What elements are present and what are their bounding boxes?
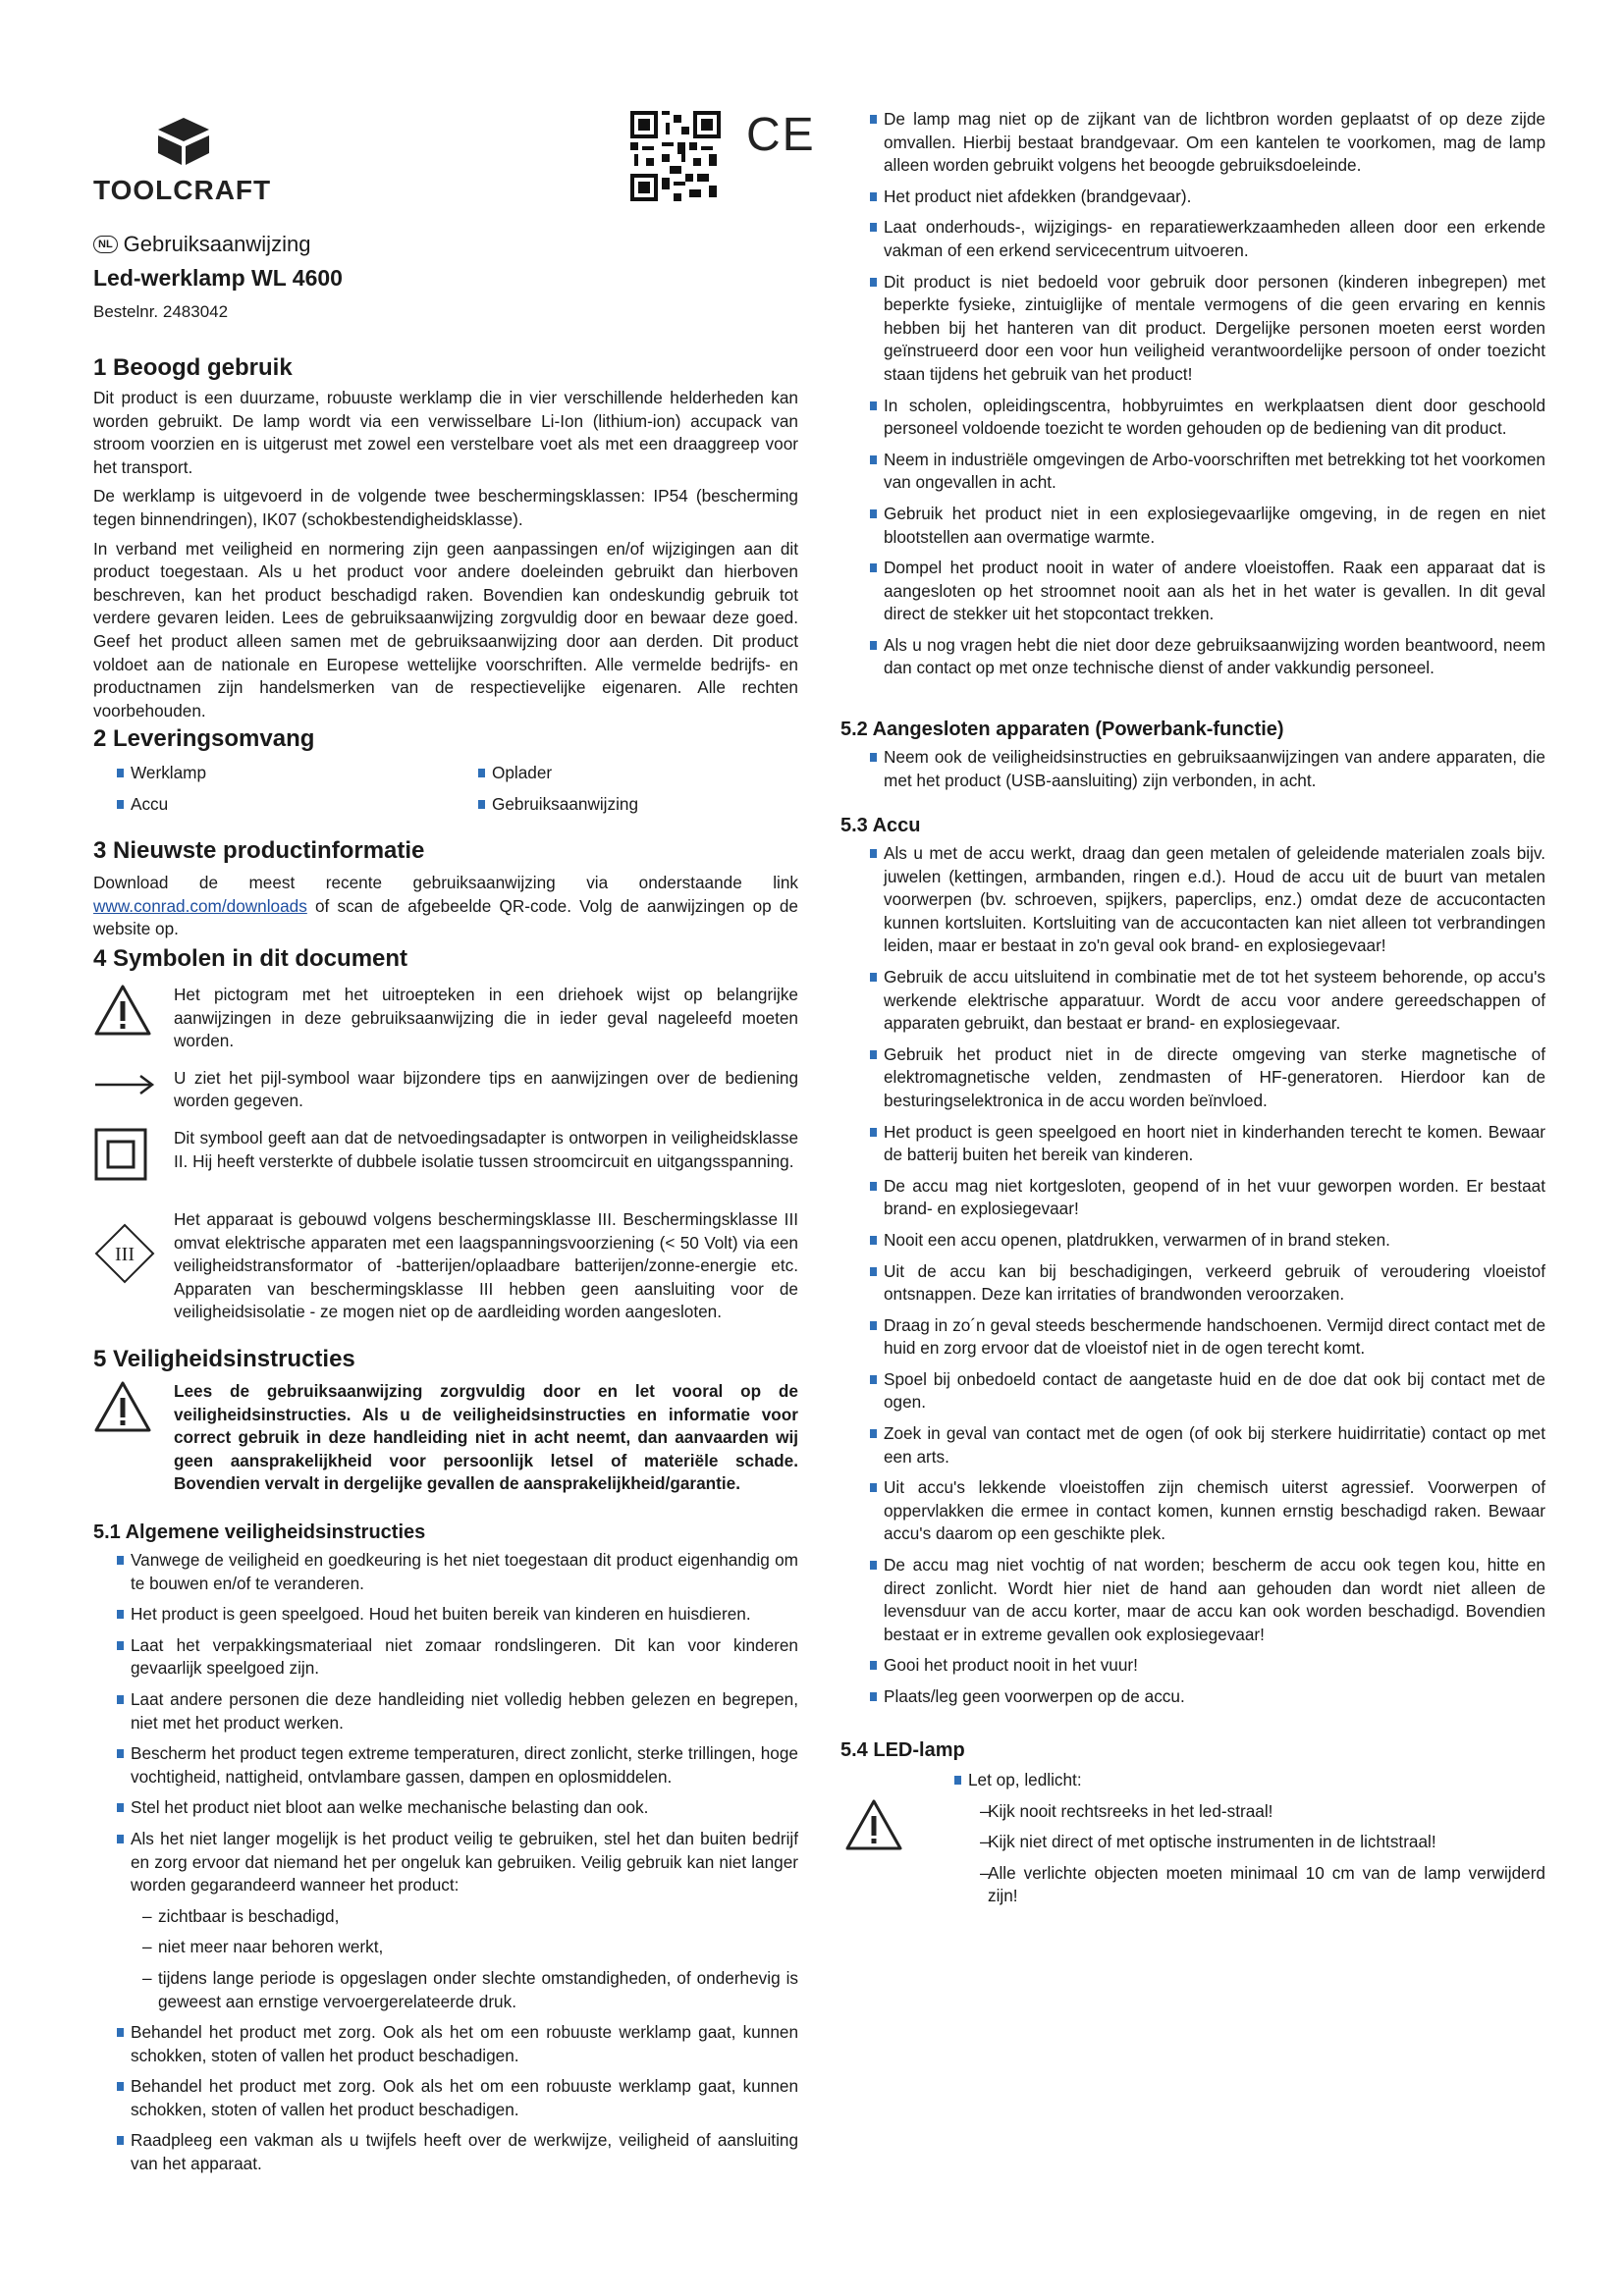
list-item: In scholen, opleidingscentra, hobbyruimtes en werkplaatsen dient door geschoold personeel voldoende toezicht te worden gehouden op de bediening van dit product. bbox=[870, 395, 1545, 441]
doc-type-line bbox=[93, 232, 310, 257]
section-4-title: 4 Symbolen in dit document bbox=[93, 945, 408, 972]
toolcraft-logo-icon bbox=[154, 116, 213, 167]
section-5-1-list bbox=[117, 1549, 798, 2176]
section-1-para-3: In verband met veiligheid en normering zijn geen aanpassingen en/of wijzigingen aan dit product toegestaan. Als u het product voor andere doeleinden gebruikt dan hierboven beschreven, kan het product beschadigd raken. Bovendien kan ondeskundig gebruik tot verdere gevaren leiden. Lees de gebruiksaanwijzing zorgvuldig door en bewaar deze goed. Geef het product alleen samen met de gebruiksaanwijzing door aan derden. Dit product voldoet aan de nationale en Europese wettelijke voorschriften. Alle vermelde bedrijfs- en productnamen zijn handelsmerken van de respectievelijke eigenaren. Alle rechten voorbehouden. bbox=[93, 538, 798, 721]
section-5-2-title: 5.2 Aangesloten apparaten (Powerbank-functie) bbox=[840, 719, 1284, 740]
list-item: Bescherm het product tegen extreme temperaturen, direct zonlicht, sterke trillingen, hoge vochtigheid, nattigheid, ontvlambare gassen, dampen en oplosmiddelen. bbox=[117, 1742, 798, 1789]
section-1-para-1: Dit product is een duurzame, robuuste werklamp die in vier verschillende helderheden kan worden gebruikt. De lamp wordt via een verwisselbare Li-Ion (lithium-ion) accupack van stroom voorzien en is uitgerust met zowel een verstelbare voet als met een draaggreep voor het transport. bbox=[93, 388, 798, 477]
list-item: Zoek in geval van contact met de ogen (of ook bij sterkere huidirritatie) contact op met een arts. bbox=[870, 1422, 1545, 1468]
list-item: Laat andere personen die deze handleiding niet volledig hebben gelezen en begrepen, niet met het product werken. bbox=[117, 1688, 798, 1735]
section-5-2 bbox=[840, 717, 1545, 792]
section-5-1 bbox=[93, 1520, 798, 2176]
delivery-item: Werklamp bbox=[117, 762, 206, 785]
list-item: Dompel het product nooit in water of andere vloeistoffen. Raak een apparaat dat is aangesloten op het stroomnet nooit aan als het in het water is gevallen. In dit geval direct de stekker uit het stopcontact trekken. bbox=[870, 557, 1545, 626]
protection-class-3-icon bbox=[93, 1222, 156, 1285]
list-item: Let op, ledlicht: bbox=[954, 1769, 1545, 1792]
sub-list-item: – tijdens lange periode is opgeslagen onder slechte omstandigheden, of onderhevig is geweest aan ernstige vervoergerelateerde druk. bbox=[117, 1967, 798, 2013]
warning-icon bbox=[93, 984, 152, 1037]
section-3-text-after: of scan de afgebeelde QR-code. Volg de aanwijzingen op de website op. bbox=[93, 895, 798, 939]
sub-list-item: – Kijk niet direct of met optische instrumenten in de lichtstraal! bbox=[954, 1831, 1545, 1854]
section-5-3-list bbox=[870, 842, 1545, 1709]
section-1-para-2: De werklamp is uitgevoerd in de volgende twee beschermingsklassen: IP54 (bescherming tegen binnendringen), IK07 (schokbestendigheidsklasse). bbox=[93, 486, 798, 529]
section-5-4 bbox=[840, 1737, 1545, 1908]
section-3-title: 3 Nieuwste productinformatie bbox=[93, 837, 425, 864]
delivery-item: Gebruiksaanwijzing bbox=[478, 793, 638, 817]
symbol-class3-row bbox=[93, 1208, 798, 1324]
list-item: Dit product is niet bedoeld voor gebruik door personen (kinderen inbegrepen) met beperkte fysieke, zintuiglijke of mentale vermogens of die geen ervaring en kennis hebben bij het hanteren van dit product. Dergelijke personen moeten eerst worden geïnstrueerd door een voor hun veiligheid verantwoordelijke persoon of onder toezicht staan tijdens het gebruik van het product! bbox=[870, 271, 1545, 387]
section-3-text: Download de meest recente gebruiksaanwijzing via onderstaande link bbox=[93, 873, 798, 892]
section-5-4-title: 5.4 LED-lamp bbox=[840, 1739, 965, 1761]
list-item: Vanwege de veiligheid en goedkeuring is het niet toegestaan dit product eigenhandig om te bouwen en/of te veranderen. bbox=[117, 1549, 798, 1595]
list-item: Draag in zo´n geval steeds beschermende handschoenen. Vermijd direct contact met de huid en zorg ervoor dat de vloeistof niet in de ogen terecht komt. bbox=[870, 1314, 1545, 1361]
list-item: Stel het product niet bloot aan welke mechanische belasting dan ook. bbox=[117, 1796, 798, 1820]
list-item: Spoel bij onbedoeld contact de aangetaste huid en de doe dat ook bij contact met de ogen. bbox=[870, 1368, 1545, 1415]
list-item: Laat onderhouds-, wijzigings- en reparatiewerkzaamheden alleen door een erkende vakman of een erkend servicecentrum uitvoeren. bbox=[870, 216, 1545, 262]
brand-name: TOOLCRAFT bbox=[93, 175, 272, 205]
section-1 bbox=[93, 353, 798, 722]
sub-list-item: – Kijk nooit rechtsreeks in het led-straal! bbox=[954, 1800, 1545, 1824]
delivery-item: Oplader bbox=[478, 762, 552, 785]
section-5-intro: Lees de gebruiksaanwijzing zorgvuldig door en let vooral op de veiligheidsinstructies. Als u de veiligheidsinstructies en informatie voor correct gebruik in deze handleiding niet in acht neemt, dan aanvaarden wij geen aansprakelijkheid voor persoonlijk letsel of materiële schade. Bovendien vervalt in dergelijke gevallen de aansprakelijkheid/garantie. bbox=[174, 1381, 798, 1494]
list-item: Als u met de accu werkt, draag dan geen metalen of geleidende materialen zoals bijv. juwelen (kettingen, armbanden, ringen e.d.). Houd de accu uit de buurt van metalen voorwerpen (bv. schroeven, spijkers, paperclips, enz.) omdat deze de accucontacten kunnen kortsluiten. Kortsluiting van de accucontacten kan niet alleen tot verbrandingen leiden, maar er bestaat in zo'n geval ook brand- en explosiegevaar! bbox=[870, 842, 1545, 958]
delivery-item: Accu bbox=[117, 793, 168, 817]
doc-type: Gebruiksaanwijzing bbox=[123, 232, 311, 256]
section-5-1-title: 5.1 Algemene veiligheidsinstructies bbox=[93, 1522, 426, 1543]
section-5-title: 5 Veiligheidsinstructies bbox=[93, 1346, 355, 1372]
symbol-class2-row bbox=[93, 1127, 798, 1187]
list-item: Neem in industriële omgevingen de Arbo-voorschriften met betrekking tot het voorkomen van ongevallen in acht. bbox=[870, 449, 1545, 495]
list-item: De accu mag niet kortgesloten, geopend of in het vuur geworpen worden. Er bestaat brand- en explosiegevaar! bbox=[870, 1175, 1545, 1221]
list-item: Als het niet langer mogelijk is het product veilig te gebruiken, stel het dan buiten bedrijf en zorg ervoor dat niemand het per ongeluk kan gebruiken. Veilig gebruik kan niet langer worden gegarandeerd wanneer het product: bbox=[117, 1828, 798, 1897]
section-3-para bbox=[93, 872, 798, 941]
list-item: Uit de accu kan bij beschadigingen, verkeerd gebruik of veroudering vloeistof ontsnappen. Deze kan irritaties of brandwonden veroorzaken. bbox=[870, 1260, 1545, 1307]
symbol-arrow-row bbox=[93, 1067, 798, 1113]
section-5 bbox=[93, 1345, 798, 1496]
list-item: Uit accu's lekkende vloeistoffen zijn chemisch uiterst agressief. Voorwerpen of oppervlakken die ermee in contact komen, kunnen ernstig beschadigd raken. Bewaar accu's daarom op een geschikte plek. bbox=[870, 1476, 1545, 1546]
section-5-3 bbox=[840, 813, 1545, 1709]
list-item: Raadpleeg een vakman als u twijfels heeft over de werkwijze, veiligheid of aansluiting van het apparaat. bbox=[117, 2129, 798, 2175]
product-title: Led-werklamp WL 4600 bbox=[93, 265, 343, 291]
ce-mark: CE bbox=[746, 109, 816, 161]
section-5-3-title: 5.3 Accu bbox=[840, 815, 921, 836]
warning-icon bbox=[93, 1380, 152, 1433]
section-5-4-list bbox=[954, 1769, 1545, 1908]
symbol-arrow-text: U ziet het pijl-symbool waar bijzondere tips en aanwijzingen over de bediening worden gegeven. bbox=[174, 1067, 798, 1111]
list-item: Het product is geen speelgoed. Houd het buiten bereik van kinderen en huisdieren. bbox=[117, 1603, 798, 1627]
section-1-title: 1 Beoogd gebruik bbox=[93, 354, 293, 381]
list-item: Gooi het product nooit in het vuur! bbox=[870, 1654, 1545, 1678]
section-5-intro-row bbox=[93, 1380, 798, 1496]
warning-icon bbox=[844, 1798, 903, 1851]
list-item: Laat het verpakkingsmateriaal niet zomaar rondslingeren. Dit kan voor kinderen gevaarlijk speelgoed zijn. bbox=[117, 1634, 798, 1681]
list-item: Als u nog vragen hebt die niet door deze gebruiksaanwijzing worden beantwoord, neem dan contact op met onze technische dienst of ander vakkundig personeel. bbox=[870, 634, 1545, 680]
sub-list-item: – niet meer naar behoren werkt, bbox=[117, 1936, 798, 1959]
list-item: De accu mag niet vochtig of nat worden; bescherm de accu ook tegen kou, hitte en direct zonlicht. Wordt hier niet de hand aan gehouden dan wordt niet alleen de levensduur van de accu korter, maar de accu kan ook worden beschadigd. Bovendien bestaat er in extreme gevallen ook explosiegevaar! bbox=[870, 1554, 1545, 1646]
section-5-1-continued bbox=[870, 108, 1545, 680]
sub-list-item: – zichtbaar is beschadigd, bbox=[117, 1905, 798, 1929]
language-badge: NL bbox=[93, 236, 118, 253]
list-item: Gebruik het product niet in de directe omgeving van sterke magnetische of elektromagnetische velden, zendmasten of HF-generatoren. Hierdoor kan de besturingselektronica in de accu worden beïnvloed. bbox=[870, 1043, 1545, 1113]
order-number: Bestelnr. 2483042 bbox=[93, 302, 229, 321]
symbol-warning-text: Het pictogram met het uitroepteken in een driehoek wijst op belangrijke aanwijzingen in deze gebruiksaanwijzing die in ieder geval nageleefd moeten worden. bbox=[174, 985, 798, 1051]
list-item: Het product is geen speelgoed en hoort niet in kinderhanden terecht te komen. Bewaar de batterij buiten het bereik van kinderen. bbox=[870, 1121, 1545, 1167]
symbol-class2-text: Dit symbool geeft aan dat de netvoedingsadapter is ontworpen in veiligheidsklasse II. Hij heeft versterkte of dubbele isolatie tussen stroomcircuit en uitgangsspanning. bbox=[174, 1127, 798, 1171]
list-item: Behandel het product met zorg. Ook als het om een robuuste werklamp gaat, kunnen schokken, stoten of vallen het product beschadigen. bbox=[117, 2075, 798, 2121]
list-item: Plaats/leg geen voorwerpen op de accu. bbox=[870, 1685, 1545, 1709]
section-2-title: 2 Leveringsomvang bbox=[93, 725, 315, 752]
protection-class-2-icon bbox=[93, 1127, 148, 1182]
list-item: Behandel het product met zorg. Ook als het om een robuuste werklamp gaat, kunnen schokken, stoten of vallen het product beschadigen. bbox=[117, 2021, 798, 2067]
sub-list-item: – Alle verlichte objecten moeten minimaal 10 cm van de lamp verwijderd zijn! bbox=[954, 1862, 1545, 1908]
download-link[interactable]: www.conrad.com/downloads bbox=[93, 895, 307, 916]
arrow-icon bbox=[93, 1067, 156, 1102]
symbol-warning-row bbox=[93, 984, 798, 1053]
list-item: Gebruik de accu uitsluitend in combinatie met de tot het systeem behorende, op accu's werkende elektrische apparatuur. Wordt de accu voor andere gereedschappen of apparaten gebruikt, dan bestaat er brand- en explosiegevaar. bbox=[870, 966, 1545, 1036]
svg-text:III: III bbox=[115, 1243, 135, 1265]
symbol-class3-text: Het apparaat is gebouwd volgens beschermingsklasse III. Beschermingsklasse III omvat elektrische apparaten met een laagspanningsvoorziening (< 50 Volt) via een veiligheidstransformator of -batterijen/oplaadbare batterijen/zonne-energie etc. Apparaten van beschermingsklasse III hebben geen aansluiting voor de veiligheidsisolatie - ze mogen niet op de aardleiding worden aangesloten. bbox=[174, 1208, 798, 1322]
list-item: Het product niet afdekken (brandgevaar). bbox=[870, 186, 1545, 209]
list-item: Neem ook de veiligheidsinstructies en gebruiksaanwijzingen van andere apparaten, die met het product (USB-aansluiting) zijn verbonden, in acht. bbox=[870, 746, 1545, 792]
qr-code bbox=[630, 111, 721, 201]
section-2 bbox=[93, 724, 798, 825]
section-4 bbox=[93, 944, 798, 1324]
list-item: De lamp mag niet op de zijkant van de lichtbron worden geplaatst of op deze zijde omvallen. Hierbij bestaat brandgevaar. Om een kantelen te voorkomen, mag de lamp alleen worden gebruikt volgens het beoogde gebruiksdoeleinde. bbox=[870, 108, 1545, 178]
section-3 bbox=[93, 836, 798, 941]
delivery-list bbox=[93, 762, 798, 825]
brand-logo bbox=[93, 116, 272, 209]
list-item: Nooit een accu openen, platdrukken, verwarmen of in brand steken. bbox=[870, 1229, 1545, 1253]
list-item: Gebruik het product niet in een explosiegevaarlijke omgeving, in de regen en niet blootstellen aan overmatige warmte. bbox=[870, 503, 1545, 549]
